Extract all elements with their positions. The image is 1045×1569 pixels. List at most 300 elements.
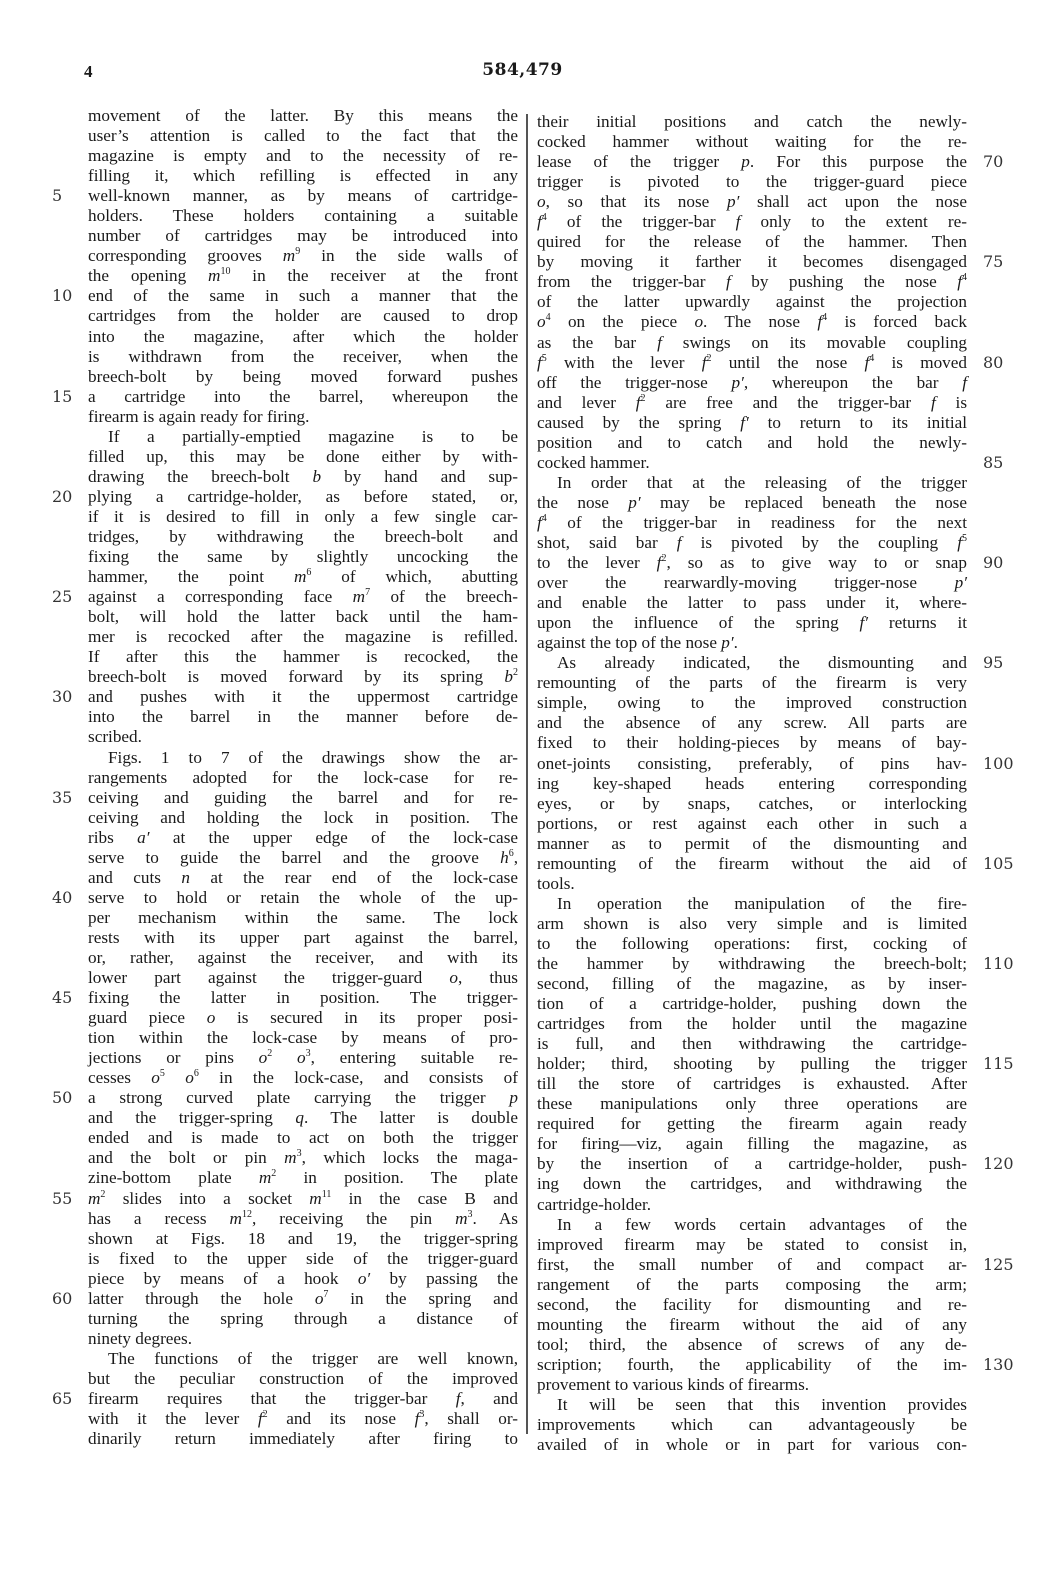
reference-superscript: 5: [962, 532, 967, 544]
text-segment: serve to guide the barrel and the groove: [88, 847, 501, 867]
text-segment: bolt, will hold the latter back until the ham-: [88, 607, 518, 627]
reference-letter: m: [352, 587, 366, 607]
text-segment: improved firearm may be stated to consist in,: [537, 1234, 967, 1254]
text-segment: into the barrel in the manner before de-: [88, 707, 518, 727]
text-line: [88, 246, 518, 266]
text-segment: zine-bottom plate: [88, 1168, 259, 1188]
text-line: [88, 1048, 518, 1068]
reference-superscript: 3: [467, 1208, 473, 1220]
reference-letter: f: [656, 553, 662, 573]
text-line: [537, 433, 967, 453]
margin-line-number: 20: [52, 486, 73, 506]
text-segment: shown at Figs. 18 and 19, the trigger-spring: [88, 1228, 518, 1248]
text-segment: fixing the latter in position. The trigger-: [88, 988, 518, 1008]
text-segment: first, the small number of and compact ar-: [537, 1254, 967, 1274]
text-line: [537, 1435, 967, 1455]
text-line: [88, 748, 518, 768]
text-line: [88, 1209, 518, 1229]
text-segment: corresponding grooves: [88, 246, 283, 266]
text-segment: or, rather, against the receiver, and with its: [88, 947, 518, 967]
text-line: [537, 934, 967, 954]
text-segment: cartridge-holder.: [537, 1194, 652, 1214]
text-segment: but the peculiar construction of the improved: [88, 1368, 518, 1388]
text-segment: drawing the breech-bolt: [88, 466, 313, 486]
reference-superscript: 2: [706, 352, 712, 364]
text-segment: magazine is empty and to the necessity of re-: [88, 146, 518, 166]
text-line: [537, 1375, 967, 1395]
text-segment: these manipulations only three operations are: [537, 1094, 967, 1114]
text-segment: piece by means of a hook: [88, 1268, 358, 1288]
reference-superscript: 12: [241, 1208, 252, 1220]
text-segment: at the rear end of the lock-case: [189, 867, 518, 887]
text-line: [88, 968, 518, 988]
reference-letter: q: [295, 1108, 304, 1128]
text-line: [88, 1369, 518, 1389]
text-segment: dinarily return immediately after firing to: [88, 1429, 518, 1449]
text-line: [88, 627, 518, 647]
text-segment: cesses: [88, 1068, 152, 1088]
reference-superscript: 4: [822, 312, 828, 324]
margin-line-number: 60: [52, 1288, 73, 1308]
reference-superscript: 2: [271, 1168, 277, 1180]
text-line: [88, 848, 518, 868]
text-line: [88, 1329, 518, 1349]
text-line: [88, 928, 518, 948]
text-segment: is forced back: [827, 312, 967, 332]
text-line: [537, 493, 967, 513]
text-line: [537, 1215, 967, 1235]
text-segment: manner as to permit of the dismounting and: [537, 833, 967, 853]
reference-letter: f: [864, 352, 870, 372]
reference-superscript: 5: [541, 352, 547, 364]
text-segment: , whereupon the bar: [743, 372, 963, 392]
text-segment: turning the spring through a distance of: [88, 1308, 518, 1328]
text-segment: to the lever: [537, 553, 657, 573]
text-line: [537, 834, 967, 854]
text-segment: , which locks the maga-: [301, 1148, 518, 1168]
text-line: [88, 707, 518, 727]
text-segment: lease of the trigger: [537, 152, 742, 172]
text-segment: may be replaced beneath the nose: [640, 492, 967, 512]
reference-superscript: 10: [220, 266, 231, 278]
text-line: [537, 613, 967, 633]
text-line: [88, 828, 518, 848]
reference-letter: p′: [721, 633, 734, 653]
text-segment: shot, said bar: [537, 532, 677, 552]
reference-letter: o: [694, 312, 704, 332]
text-segment: are free and the trigger-bar: [645, 392, 931, 412]
reference-letter: h: [500, 847, 509, 867]
reference-letter: m: [208, 266, 221, 286]
text-segment: upon the influence of the spring: [537, 613, 860, 633]
reference-letter: b: [504, 667, 513, 687]
text-line: [537, 352, 1004, 373]
text-line: [537, 1174, 967, 1194]
text-segment: scribed.: [88, 727, 142, 747]
text-segment: In operation the manipulation of the fire-: [557, 893, 967, 913]
text-segment: required for getting the firearm again ready: [537, 1114, 967, 1134]
reference-letter: o: [185, 1068, 194, 1088]
text-line: [537, 1034, 967, 1054]
margin-line-number: 25: [52, 587, 73, 607]
text-line: [537, 1114, 967, 1134]
reference-superscript: 4: [545, 312, 551, 324]
text-line: [88, 1309, 518, 1329]
text-segment: portions, or rest against each other in such a: [537, 813, 967, 833]
text-line: [88, 226, 518, 246]
text-segment: caused by the spring: [537, 412, 741, 432]
text-segment: improvements which can advantageously be: [537, 1415, 967, 1435]
text-segment: the hammer by withdrawing the breech-bolt;: [537, 953, 967, 973]
text-segment: by hand and sup-: [321, 466, 518, 486]
margin-line-number: 105: [983, 853, 1014, 873]
text-line: [537, 473, 967, 493]
text-line: [88, 1028, 518, 1048]
text-segment: is: [935, 392, 968, 412]
margin-line-number: 130: [983, 1354, 1014, 1374]
reference-letter: m: [455, 1208, 468, 1228]
text-line: [88, 1269, 518, 1289]
text-line: [537, 1094, 967, 1114]
text-segment: into the magazine, after which the holder: [88, 326, 518, 346]
reference-letter: f: [635, 392, 641, 412]
text-segment: from the trigger-bar: [537, 272, 726, 292]
text-line: [88, 808, 518, 828]
margin-line-number: 75: [983, 252, 1004, 272]
margin-line-number: 115: [983, 1054, 1014, 1074]
text-segment: cocked hammer without waiting for the re-: [537, 132, 967, 152]
text-segment: remounting of the parts of the firearm is very: [537, 673, 967, 693]
reference-letter: o: [449, 968, 458, 988]
text-line: [537, 393, 967, 413]
column-divider: [526, 114, 528, 1434]
text-segment: and cuts: [88, 867, 182, 887]
text-segment: , so as to give way to or snap: [666, 553, 967, 573]
reference-letter: p′: [731, 372, 744, 392]
patent-number: 584,479: [482, 60, 563, 80]
reference-letter: p′: [954, 573, 967, 593]
text-segment: . The nose: [703, 312, 818, 332]
text-segment: movement of the latter. By this means the: [88, 106, 518, 125]
reference-letter: n: [181, 867, 190, 887]
text-segment: simple, owing to the improved construction: [537, 693, 967, 713]
text-line: [88, 447, 518, 467]
text-line: [52, 787, 518, 808]
text-line: [537, 753, 1014, 774]
text-line: [537, 693, 967, 713]
text-line: [537, 713, 967, 733]
reference-letter: p′: [628, 492, 641, 512]
reference-superscript: 2: [100, 1188, 106, 1200]
text-segment: well-known manner, as by means of cartridge-: [88, 186, 518, 206]
text-line: [88, 106, 518, 126]
page-bottom-margin: [0, 1500, 1045, 1560]
margin-line-number: 100: [983, 753, 1014, 773]
reference-letter: o′: [357, 1268, 371, 1288]
reference-superscript: 3: [296, 1148, 302, 1160]
reference-letter: m: [309, 1188, 322, 1208]
margin-line-number: 95: [983, 653, 1004, 673]
text-segment: until the nose: [711, 352, 865, 372]
text-line: [88, 1068, 518, 1088]
text-line: [88, 146, 518, 166]
text-segment: in the spring and: [328, 1288, 518, 1308]
text-line: [88, 1349, 518, 1369]
text-segment: position and to catch and hold the newly-: [537, 432, 967, 452]
reference-letter: m: [293, 567, 307, 587]
text-segment: of the trigger-bar: [546, 212, 736, 232]
reference-superscript: 2: [267, 1048, 273, 1060]
text-segment: , entering suitable re-: [310, 1048, 518, 1068]
text-line: [537, 794, 967, 814]
text-segment: scription; fourth, the applicability of the im-: [537, 1354, 967, 1374]
text-segment: by passing the: [370, 1268, 518, 1288]
text-segment: rangements adopted for the lock-case for re-: [88, 767, 518, 787]
text-line: [537, 1315, 967, 1335]
text-segment: off the trigger-nose: [537, 372, 732, 392]
text-line: [88, 1108, 518, 1128]
reference-letter: m: [282, 246, 296, 266]
text-segment: of the latter upwardly against the projection: [537, 292, 967, 312]
margin-line-number: 120: [983, 1154, 1014, 1174]
reference-superscript: 2: [640, 392, 646, 404]
text-segment: and its nose: [267, 1409, 415, 1429]
text-segment: of which, abutting: [311, 567, 518, 587]
reference-superscript: 6: [193, 1068, 199, 1080]
text-segment: with the lever: [546, 352, 702, 372]
text-line: [88, 1409, 518, 1429]
text-segment: against a corresponding face: [88, 587, 353, 607]
text-segment: the opening: [88, 266, 209, 286]
text-segment: . For this purpose the: [749, 152, 967, 172]
text-line: [537, 914, 967, 934]
text-segment: In order that at the releasing of the trigger: [557, 472, 967, 492]
text-line: [537, 1415, 967, 1435]
text-segment: at the upper edge of the lock-case: [149, 827, 519, 847]
page-number: 4: [84, 62, 93, 81]
text-segment: cocked hammer.: [537, 452, 650, 472]
text-segment: over the rearwardly-moving trigger-nose: [537, 573, 955, 593]
text-segment: latter through the hole: [88, 1288, 315, 1308]
text-segment: holders. These holders containing a suitable: [88, 206, 518, 226]
text-segment: in position. The plate: [276, 1168, 518, 1188]
text-segment: only to the extent re-: [740, 212, 967, 232]
text-line: [537, 152, 1004, 172]
text-segment: by the insertion of a cartridge-holder, push-: [537, 1154, 967, 1174]
text-segment: tool; third, the absence of screws of any de-: [537, 1334, 967, 1354]
text-line: [88, 407, 518, 427]
text-line: [537, 373, 967, 393]
text-segment: of the breech-: [370, 587, 518, 607]
margin-line-number: 45: [52, 988, 73, 1008]
text-segment: ceiving and guiding the barrel and for re-: [88, 787, 518, 807]
text-line: [88, 1249, 518, 1269]
text-segment: and the bolt or pin: [88, 1148, 285, 1168]
text-segment: till the store of cartridges is exhausted. After: [537, 1074, 967, 1094]
text-line: [537, 112, 967, 132]
reference-letter: p: [741, 152, 750, 172]
text-segment: fixed to their holding-pieces by means of bay-: [537, 733, 967, 753]
text-line: [537, 1354, 1014, 1375]
text-segment: breech-bolt is moved forward by its spring: [88, 667, 505, 687]
text-line: [52, 1188, 518, 1209]
reference-superscript: 6: [508, 847, 514, 859]
text-line: [537, 212, 967, 232]
margin-line-number: 70: [983, 152, 1004, 172]
text-segment: availed of in whole or in part for various con-: [537, 1435, 967, 1455]
text-line: [537, 413, 967, 433]
reference-letter: m: [229, 1208, 242, 1228]
reference-superscript: 2: [262, 1409, 268, 1421]
text-line: [537, 132, 967, 152]
reference-letter: o: [151, 1068, 160, 1088]
text-segment: , receiving the pin: [251, 1208, 456, 1228]
reference-letter: m: [284, 1148, 297, 1168]
text-segment: and enable the latter to pass under it, where-: [537, 593, 967, 613]
reference-letter: o: [206, 1008, 216, 1028]
text-line: [537, 232, 967, 252]
text-segment: . The latter is double: [303, 1108, 518, 1128]
margin-line-number: 15: [52, 386, 73, 406]
text-line: [52, 386, 518, 407]
text-line: [537, 1014, 967, 1034]
text-segment: If after this the hammer is recocked, the: [88, 647, 518, 667]
margin-line-number: 90: [983, 553, 1004, 573]
text-segment: cartridges from the holder are caused to drop: [88, 306, 518, 326]
text-line: [88, 948, 518, 968]
text-segment: . As: [472, 1208, 518, 1228]
text-segment: , thus: [457, 968, 518, 988]
text-segment: It will be seen that this invention provides: [557, 1395, 967, 1414]
text-line: [88, 427, 518, 447]
text-line: [537, 513, 967, 533]
text-segment: has a recess: [88, 1208, 230, 1228]
margin-line-number: 65: [52, 1389, 73, 1408]
text-line: [88, 647, 518, 667]
text-line: [537, 333, 967, 353]
text-line: [537, 653, 1004, 673]
text-line: [88, 206, 518, 226]
margin-line-number: 85: [983, 452, 1004, 472]
text-segment: the nose: [537, 492, 629, 512]
text-segment: hammer, the point: [88, 567, 294, 587]
text-line: [88, 868, 518, 888]
text-line: [537, 974, 967, 994]
text-line: [537, 1195, 967, 1215]
text-line: [52, 1288, 518, 1309]
reference-letter: f: [735, 212, 741, 232]
text-segment: quired for the release of the hammer. Then: [537, 232, 967, 252]
text-line: [537, 733, 967, 753]
text-segment: is full, and then withdrawing the cartridge-: [537, 1034, 967, 1054]
text-line: [88, 547, 518, 567]
reference-letter: f: [962, 372, 967, 392]
reference-letter: f′: [740, 412, 749, 432]
left-text-column: [52, 106, 519, 1449]
text-segment: ninety degrees.: [88, 1328, 193, 1348]
text-segment: their initial positions and catch the newly-: [537, 112, 967, 131]
text-line: [537, 853, 1014, 874]
text-line: [88, 1168, 518, 1188]
text-line: [537, 292, 967, 312]
reference-superscript: 2: [513, 667, 518, 679]
text-segment: ended and is made to act on both the trigger: [88, 1128, 518, 1148]
text-segment: second, the facility for dismounting and re-: [537, 1294, 967, 1314]
reference-letter: o: [537, 312, 546, 332]
text-segment: tion of a cartridge-holder, pushing down the: [537, 994, 967, 1014]
text-segment: if it is desired to fill in only a few single car-: [88, 506, 518, 526]
text-line: [537, 1395, 967, 1415]
text-segment: filled up, this may be done either by with-: [88, 446, 518, 466]
text-segment: cartridges from the holder until the magazine: [537, 1014, 967, 1034]
text-segment: of the trigger-bar in readiness for the next: [546, 512, 967, 532]
text-line: [537, 774, 967, 794]
reference-letter: f: [701, 352, 707, 372]
reference-letter: o: [258, 1048, 268, 1068]
text-line: [537, 573, 967, 593]
text-segment: onet-joints consisting, preferably, of pins hav-: [537, 753, 967, 773]
reference-letter: f: [657, 332, 662, 352]
reference-superscript: 7: [365, 587, 371, 599]
text-segment: filling it, which refilling is effected in any: [88, 166, 518, 186]
text-segment: provement to various kinds of firearms.: [537, 1374, 810, 1394]
text-line: [52, 486, 518, 507]
text-line: [88, 1128, 518, 1148]
text-line: [52, 186, 518, 206]
text-line: [537, 553, 1004, 573]
text-segment: jections or pins: [88, 1048, 259, 1068]
reference-letter: p′: [726, 192, 740, 212]
reference-letter: f: [537, 352, 542, 372]
text-line: [537, 994, 967, 1014]
text-segment: , so that its nose: [545, 192, 727, 212]
text-segment: ing key-shaped heads entering corresponding: [537, 773, 967, 793]
reference-letter: f: [725, 272, 731, 292]
text-segment: ribs: [88, 827, 138, 847]
reference-superscript: 4: [541, 512, 547, 524]
reference-letter: f′: [859, 613, 869, 633]
margin-line-number: 125: [983, 1254, 1014, 1274]
text-line: [88, 367, 518, 387]
text-segment: user’s attention is called to the fact that the: [88, 126, 518, 146]
reference-letter: f: [817, 312, 823, 332]
text-line: [88, 768, 518, 788]
reference-superscript: 3: [305, 1048, 311, 1060]
text-line: [88, 306, 518, 326]
text-line: [88, 126, 518, 146]
text-line: [88, 266, 518, 286]
text-segment: is pivoted by the coupling: [681, 532, 958, 552]
text-line: [88, 567, 518, 587]
reference-letter: f: [257, 1409, 263, 1429]
text-segment: firearm is again ready for firing.: [88, 406, 310, 426]
text-segment: by moving it farther it becomes disengaged: [537, 252, 967, 272]
text-segment: The functions of the trigger are well known,: [108, 1348, 518, 1368]
text-segment: a cartridge into the barrel, whereupon the: [88, 386, 518, 406]
text-line: [52, 988, 518, 1008]
margin-line-number: 40: [52, 887, 73, 907]
text-line: [537, 452, 1004, 473]
reference-letter: f: [957, 532, 962, 552]
text-line: [88, 467, 518, 487]
reference-letter: f: [676, 532, 682, 552]
text-segment: rangement of the parts composing the arm;: [537, 1274, 967, 1294]
text-segment: tools.: [537, 873, 575, 893]
text-segment: arm shown is also very simple and is limited: [537, 913, 967, 933]
text-segment: mounting the firearm without the aid of any: [537, 1314, 967, 1334]
text-segment: to the following operations: first, cocking of: [537, 933, 967, 953]
text-segment: and pushes with it the uppermost cartridge: [88, 687, 518, 707]
